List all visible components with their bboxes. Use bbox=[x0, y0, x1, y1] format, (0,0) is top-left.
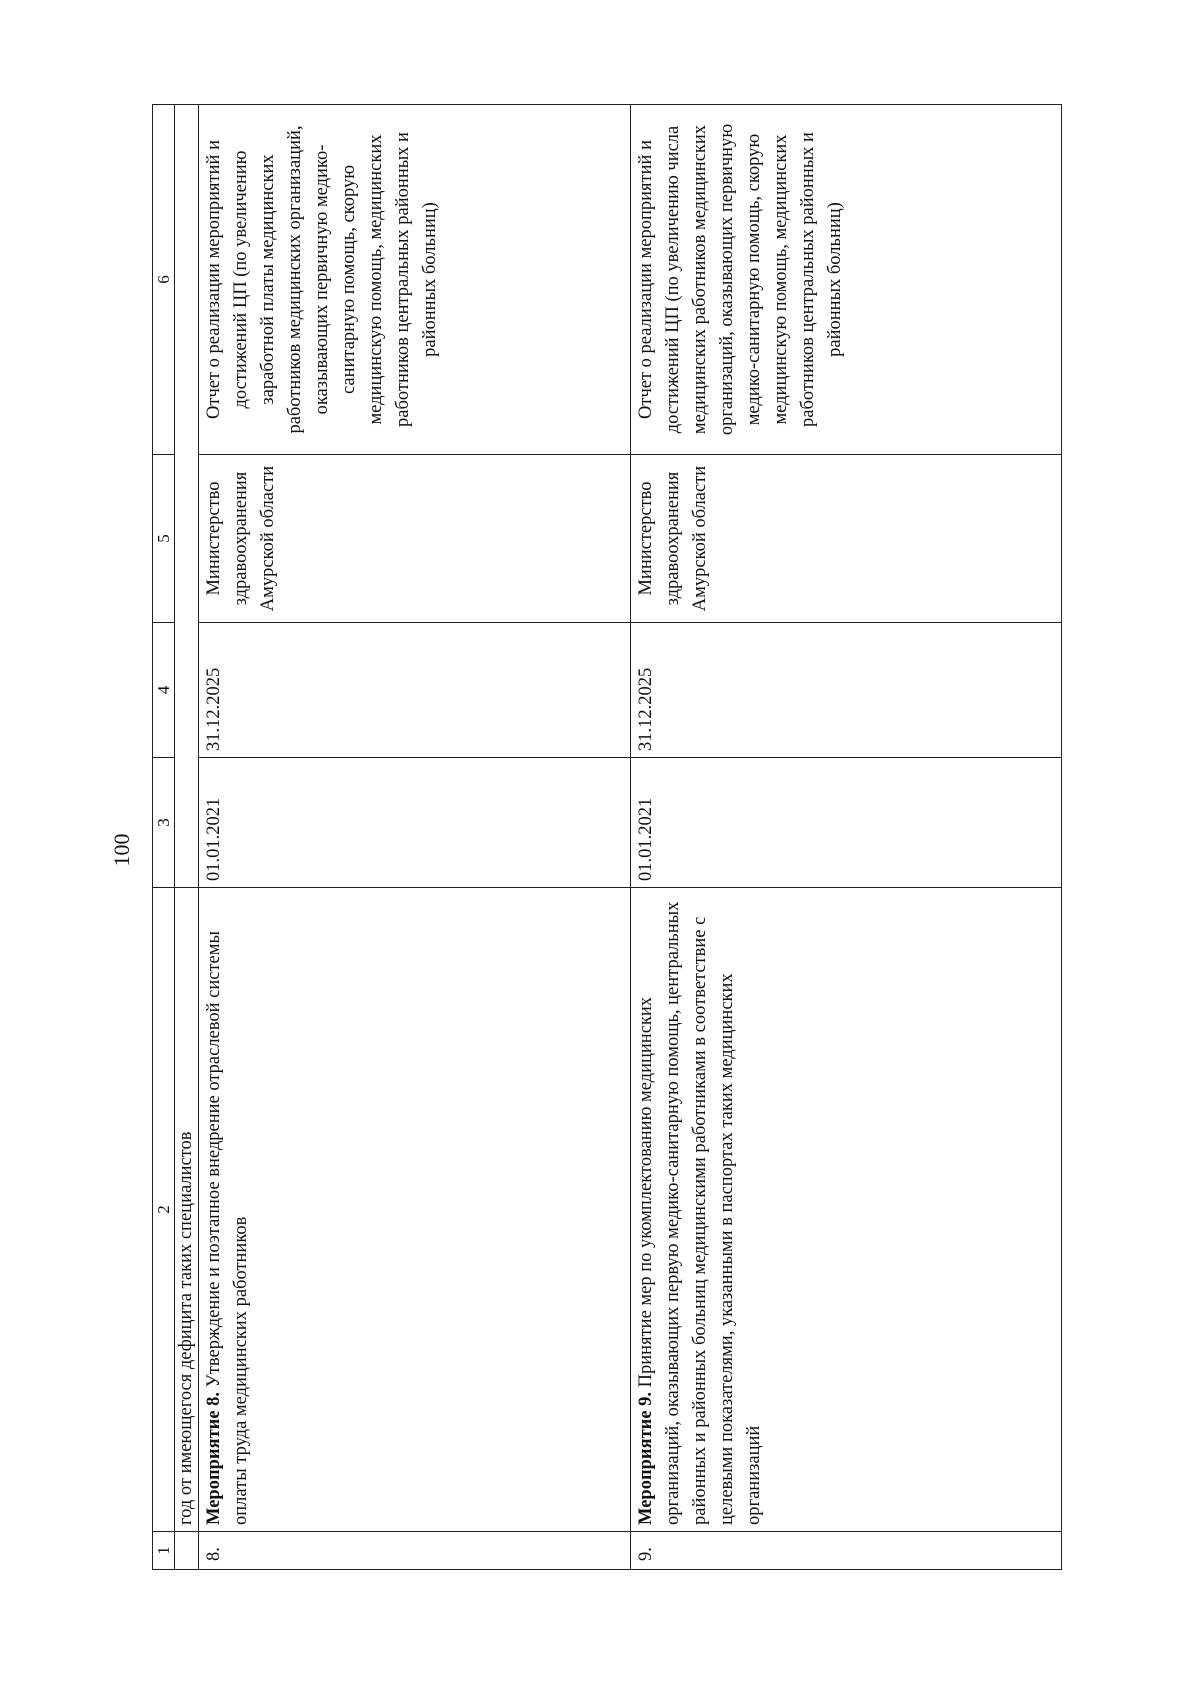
header-col-4: 4 bbox=[153, 623, 175, 758]
expected-result: Отчет о реализации мероприятий и достижений ЦП (по увеличению заработной платы медицинских работников медицинских организаций, оказывающих первичную медико-санитарную помощь, скорую медицинскую помощь, медицинских работников центральных районных и районных больниц) bbox=[199, 105, 631, 455]
activity-title: Мероприятие 8. bbox=[204, 1391, 224, 1525]
activity-title: Мероприятие 9. bbox=[636, 1391, 656, 1525]
row-number: 9. bbox=[631, 1532, 1062, 1570]
continuation-empty bbox=[175, 105, 199, 888]
activity-text: Принятие мер по укомплектованию медицинских организаций, оказывающих первую медико-санитарную помощь, центральных районных и районных больниц медицинскими работниками в соответствие с целевыми показателями, указанными в паспортах таких медицинских организаций bbox=[636, 901, 764, 1525]
continuation-text: год от имеющегося дефицита таких специалистов bbox=[175, 888, 199, 1532]
activity-description bbox=[199, 888, 631, 1532]
header-col-2: 2 bbox=[153, 888, 175, 1532]
header-col-6: 6 bbox=[153, 105, 175, 455]
header-col-3: 3 bbox=[153, 758, 175, 888]
row-number: 8. bbox=[199, 1532, 631, 1570]
start-date: 01.01.2021 bbox=[631, 758, 1062, 888]
page-number: 100 bbox=[109, 833, 134, 867]
start-date: 01.01.2021 bbox=[199, 758, 631, 888]
continuation-num-cell bbox=[175, 1532, 199, 1570]
header-col-1: 1 bbox=[153, 1532, 175, 1570]
activity-text: Утверждение и поэтапное внедрение отраслевой системы оплаты труда медицинских работников bbox=[204, 931, 251, 1525]
rotated-page-content bbox=[152, 105, 1062, 1570]
responsible-executor: Министерство здравоохранения Амурской области bbox=[631, 455, 1062, 623]
end-date: 31.12.2025 bbox=[199, 623, 631, 758]
expected-result: Отчет о реализации мероприятий и достижений ЦП (по увеличению числа медицинских работников медицинских организаций, оказывающих первичную медико-санитарную помощь, скорую медицинскую помощь, медицинских работников центральных районных и районных больниц) bbox=[631, 105, 1062, 455]
table-row bbox=[199, 105, 631, 1570]
header-col-5: 5 bbox=[153, 455, 175, 623]
activities-table bbox=[152, 104, 1062, 1570]
continuation-row bbox=[175, 105, 199, 1570]
end-date: 31.12.2025 bbox=[631, 623, 1062, 758]
responsible-executor: Министерство здравоохранения Амурской области bbox=[199, 455, 631, 623]
activity-description bbox=[631, 888, 1062, 1532]
header-row bbox=[153, 105, 175, 1570]
table-row bbox=[631, 105, 1062, 1570]
